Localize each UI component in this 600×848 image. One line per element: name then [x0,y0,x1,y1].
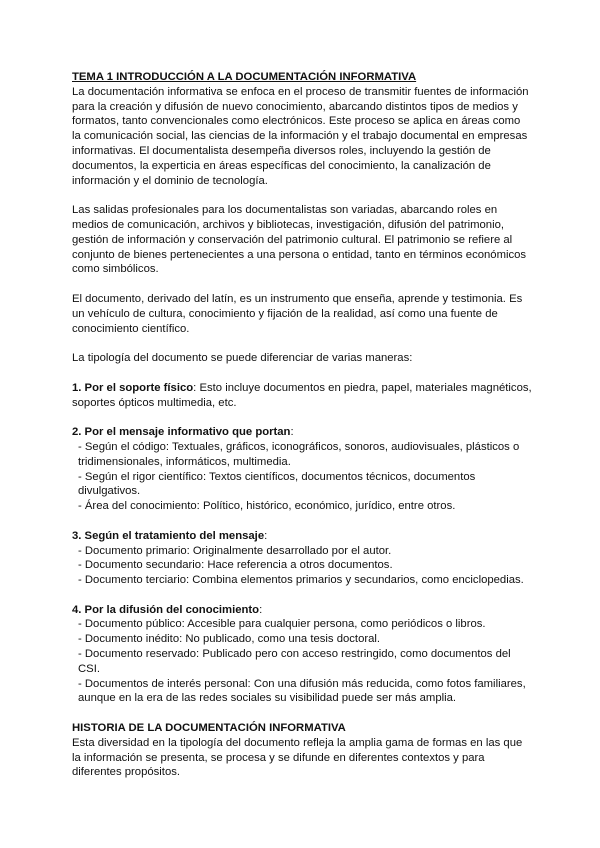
list-item: - Área del conocimiento: Político, histórico, económico, jurídico, entre otros. [78,500,456,513]
list-item: - Documento inédito: No publicado, como una tesis doctoral. [78,633,381,646]
section-4 [72,603,532,707]
list-item: - Según el código: Textuales, gráficos, iconográficos, sonoros, audiovisuales, plásticos o tridimensionales, informáticos, multimedia. [78,440,520,468]
list-item: - Según el rigor científico: Textos científicos, documentos técnicos, documentos divulgativos. [78,470,476,498]
document-body [72,70,532,780]
list-item: - Documento público: Accesible para cualquier persona, como periódicos o libros. [78,618,486,631]
historia-paragraph: Esta diversidad en la tipología del documento refleja la amplia gama de formas en las que la información se presenta, se procesa y se difunde en diferentes contextos y para diferentes propósitos. [72,736,523,779]
section-2-heading: 2. Por el mensaje informativo que portan [72,426,291,439]
list-item: - Documento primario: Originalmente desarrollado por el autor. [78,544,392,557]
list-item: - Documento terciario: Combina elementos primarios y secundarios, como enciclopedias. [78,574,524,587]
list-item: - Documento reservado: Publicado pero con acceso restringido, como documentos del CSI. [78,648,511,675]
section-1-heading: 1. Por el soporte físico [72,381,194,394]
section-2-colon: : [290,426,294,439]
list-item: - Documentos de interés personal: Con una difusión más reducida, como fotos familiares, aunque en la era de las redes sociales su visibilidad puede ser más amplia. [78,677,526,705]
document-title: TEMA 1 INTRODUCCIÓN A LA DOCUMENTACIÓN INFORMATIVA [72,71,417,83]
section-1-text: : Esto incluye documentos en piedra, papel, materiales magnéticos, soportes ópticos multimedia, etc. [72,381,532,409]
section-3 [72,529,532,588]
tipologia-paragraph: La tipología del documento se puede diferenciar de varias maneras: [72,352,413,365]
section-3-colon: : [264,529,268,542]
section-4-heading: 4. Por la difusión del conocimiento [72,603,260,616]
intro-paragraph: La documentación informativa se enfoca en el proceso de transmitir fuentes de información para la creación y difusión de nuevo conocimiento, abarcando distintos tipos de medios y formatos, tanto convencionales como electrónicos. Este proceso se aplica en áreas como la comunicación social, las ciencias de la información y el trabajo documental en empresas informativas. El documentalista desempeña diversos roles, incluyendo la gestión de documentos, la experticia en áreas específicas del conocimiento, la canalización de información y el dominio de tecnología. [72,85,529,187]
salidas-paragraph: Las salidas profesionales para los documentalistas son variadas, abarcando roles en medios de comunicación, archivos y bibliotecas, investigación, difusión del patrimonio, gestión de información y conservación del patrimonio cultural. El patrimonio se refiere al conjunto de bienes pertenecientes a una persona o entidad, tanto en términos económicos como simbólicos. [72,204,527,276]
section-4-colon: : [259,603,263,616]
list-item: - Documento secundario: Hace referencia a otros documentos. [78,559,393,572]
section-2 [72,425,532,514]
documento-paragraph: El documento, derivado del latín, es un instrumento que enseña, aprende y testimonia. Es un vehículo de cultura, conocimiento y fijación de la realidad, así como una fuente de conocimiento científico. [72,292,523,335]
section-3-heading: 3. Según el tratamiento del mensaje [72,529,265,542]
section-1 [72,381,532,411]
historia-heading: HISTORIA DE LA DOCUMENTACIÓN INFORMATIVA [72,722,346,735]
